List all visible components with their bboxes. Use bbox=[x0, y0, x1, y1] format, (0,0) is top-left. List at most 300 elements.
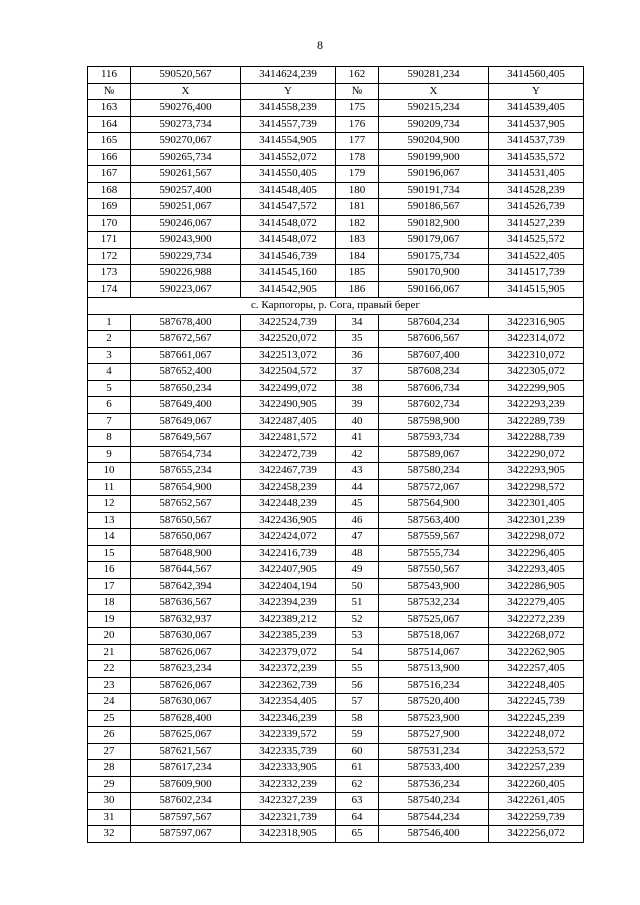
table-cell: 590182,900 bbox=[379, 215, 489, 232]
table-cell: 590276,400 bbox=[131, 100, 241, 117]
table-cell: 3422404,194 bbox=[241, 578, 336, 595]
table-cell: 3422448,239 bbox=[241, 496, 336, 513]
table-cell: 61 bbox=[336, 760, 379, 777]
section-title-row bbox=[88, 298, 584, 315]
table-cell: 3414558,239 bbox=[241, 100, 336, 117]
table-cell: 590261,567 bbox=[131, 166, 241, 183]
table-row bbox=[88, 215, 584, 232]
table-cell: 587559,567 bbox=[379, 529, 489, 546]
table-cell: 3422524,739 bbox=[241, 314, 336, 331]
table-cell: 3414531,405 bbox=[489, 166, 584, 183]
table-row bbox=[88, 232, 584, 249]
table-row bbox=[88, 248, 584, 265]
table-cell: 3422298,072 bbox=[489, 529, 584, 546]
table-cell: 3414527,239 bbox=[489, 215, 584, 232]
table-row bbox=[88, 133, 584, 150]
table-cell: 3422290,072 bbox=[489, 446, 584, 463]
table-cell: 587514,067 bbox=[379, 644, 489, 661]
table-cell: 587626,067 bbox=[131, 644, 241, 661]
table-row bbox=[88, 793, 584, 810]
table-cell: 587564,900 bbox=[379, 496, 489, 513]
table-cell: 40 bbox=[336, 413, 379, 430]
table-cell: 172 bbox=[88, 248, 131, 265]
table-cell: 587650,567 bbox=[131, 512, 241, 529]
table-cell: 590199,900 bbox=[379, 149, 489, 166]
table-row bbox=[88, 496, 584, 513]
table-cell: 5 bbox=[88, 380, 131, 397]
table-cell: 587626,067 bbox=[131, 677, 241, 694]
table-cell: 55 bbox=[336, 661, 379, 678]
table-cell: 16 bbox=[88, 562, 131, 579]
table-cell: 44 bbox=[336, 479, 379, 496]
table-cell: 36 bbox=[336, 347, 379, 364]
table-cell: 587602,234 bbox=[131, 793, 241, 810]
table-cell: 587649,067 bbox=[131, 413, 241, 430]
table-cell: 590186,567 bbox=[379, 199, 489, 216]
table-cell: 43 bbox=[336, 463, 379, 480]
table-row bbox=[88, 595, 584, 612]
table-cell: 170 bbox=[88, 215, 131, 232]
table-cell: 3422490,905 bbox=[241, 397, 336, 414]
table-cell: 7 bbox=[88, 413, 131, 430]
table-cell: 587513,900 bbox=[379, 661, 489, 678]
table-cell: 587617,234 bbox=[131, 760, 241, 777]
table-cell: 590229,734 bbox=[131, 248, 241, 265]
table-row bbox=[88, 364, 584, 381]
table-cell: 6 bbox=[88, 397, 131, 414]
table-cell: 587632,937 bbox=[131, 611, 241, 628]
table-cell: 3422407,905 bbox=[241, 562, 336, 579]
table-row bbox=[88, 512, 584, 529]
table-row bbox=[88, 826, 584, 843]
table-cell: 3422467,739 bbox=[241, 463, 336, 480]
table-cell: 47 bbox=[336, 529, 379, 546]
table-cell: 587649,567 bbox=[131, 430, 241, 447]
table-cell: 587532,234 bbox=[379, 595, 489, 612]
table-cell: 587608,234 bbox=[379, 364, 489, 381]
table-cell: 587540,234 bbox=[379, 793, 489, 810]
table-cell: 3414624,239 bbox=[241, 67, 336, 84]
table-cell: 590520,567 bbox=[131, 67, 241, 84]
header-cell-x-right: X bbox=[379, 83, 489, 100]
table-row bbox=[88, 166, 584, 183]
table-cell: 590170,900 bbox=[379, 265, 489, 282]
table-cell: 3422279,405 bbox=[489, 595, 584, 612]
table-cell: 587650,067 bbox=[131, 529, 241, 546]
table-cell: 587523,900 bbox=[379, 710, 489, 727]
table-row bbox=[88, 809, 584, 826]
table-cell: 587648,900 bbox=[131, 545, 241, 562]
table-cell: 169 bbox=[88, 199, 131, 216]
table-cell: 3422272,239 bbox=[489, 611, 584, 628]
table-cell: 39 bbox=[336, 397, 379, 414]
table-cell: 3422248,405 bbox=[489, 677, 584, 694]
table-cell: 25 bbox=[88, 710, 131, 727]
table-cell: 587630,067 bbox=[131, 628, 241, 645]
table-cell: 57 bbox=[336, 694, 379, 711]
table-cell: 34 bbox=[336, 314, 379, 331]
table-cell: 15 bbox=[88, 545, 131, 562]
table-cell: 3422333,905 bbox=[241, 760, 336, 777]
table-cell: 3422310,072 bbox=[489, 347, 584, 364]
table-cell: 587555,734 bbox=[379, 545, 489, 562]
table-cell: 587598,900 bbox=[379, 413, 489, 430]
table-cell: 3414548,405 bbox=[241, 182, 336, 199]
table-row bbox=[88, 694, 584, 711]
table-cell: 56 bbox=[336, 677, 379, 694]
table-cell: 3422504,572 bbox=[241, 364, 336, 381]
table-cell: 587597,567 bbox=[131, 809, 241, 826]
coordinates-table bbox=[87, 66, 584, 843]
table-cell: 3422286,905 bbox=[489, 578, 584, 595]
table-cell: 3414550,405 bbox=[241, 166, 336, 183]
table-cell: 1 bbox=[88, 314, 131, 331]
table-cell: 587518,067 bbox=[379, 628, 489, 645]
table-cell: 3414545,160 bbox=[241, 265, 336, 282]
table-cell: 590179,067 bbox=[379, 232, 489, 249]
table-cell: 3422288,739 bbox=[489, 430, 584, 447]
table-cell: 52 bbox=[336, 611, 379, 628]
table-row bbox=[88, 314, 584, 331]
table-cell: 3422298,572 bbox=[489, 479, 584, 496]
table-cell: 3422346,239 bbox=[241, 710, 336, 727]
table-cell: 51 bbox=[336, 595, 379, 612]
table-cell: 3414522,405 bbox=[489, 248, 584, 265]
table-cell: 3422424,072 bbox=[241, 529, 336, 546]
table-cell: 3422394,239 bbox=[241, 595, 336, 612]
table-cell: 37 bbox=[336, 364, 379, 381]
table-cell: 587642,394 bbox=[131, 578, 241, 595]
table-cell: 590246,067 bbox=[131, 215, 241, 232]
table-cell: 53 bbox=[336, 628, 379, 645]
table-cell: 3414537,905 bbox=[489, 116, 584, 133]
table-cell: 174 bbox=[88, 281, 131, 298]
table-row bbox=[88, 611, 584, 628]
table-cell: 186 bbox=[336, 281, 379, 298]
table-cell: 3422253,572 bbox=[489, 743, 584, 760]
table-cell: 3414537,739 bbox=[489, 133, 584, 150]
table-row bbox=[88, 661, 584, 678]
table-cell: 179 bbox=[336, 166, 379, 183]
table-cell: 587672,567 bbox=[131, 331, 241, 348]
table-cell: 3414526,739 bbox=[489, 199, 584, 216]
table-cell: 3422372,239 bbox=[241, 661, 336, 678]
table-cell: 3422481,572 bbox=[241, 430, 336, 447]
table-cell: 3422316,905 bbox=[489, 314, 584, 331]
table-row bbox=[88, 479, 584, 496]
coordinates-table-body bbox=[88, 67, 584, 843]
table-cell: 49 bbox=[336, 562, 379, 579]
table-cell: 587644,567 bbox=[131, 562, 241, 579]
table-cell: 587625,067 bbox=[131, 727, 241, 744]
table-row bbox=[88, 644, 584, 661]
table-cell: 48 bbox=[336, 545, 379, 562]
table-cell: 3422379,072 bbox=[241, 644, 336, 661]
table-cell: 27 bbox=[88, 743, 131, 760]
table-row bbox=[88, 116, 584, 133]
table-cell: 10 bbox=[88, 463, 131, 480]
table-cell: 24 bbox=[88, 694, 131, 711]
table-cell: 3422259,739 bbox=[489, 809, 584, 826]
table-cell: 3422362,739 bbox=[241, 677, 336, 694]
table-cell: 9 bbox=[88, 446, 131, 463]
table-cell: 587531,234 bbox=[379, 743, 489, 760]
table-cell: 590270,067 bbox=[131, 133, 241, 150]
table-cell: 590257,400 bbox=[131, 182, 241, 199]
table-row bbox=[88, 413, 584, 430]
table-row bbox=[88, 545, 584, 562]
table-cell: 590204,900 bbox=[379, 133, 489, 150]
table-cell: 20 bbox=[88, 628, 131, 645]
table-cell: 3422472,739 bbox=[241, 446, 336, 463]
table-row bbox=[88, 331, 584, 348]
table-cell: 587533,400 bbox=[379, 760, 489, 777]
table-cell: 177 bbox=[336, 133, 379, 150]
table-cell: 590223,067 bbox=[131, 281, 241, 298]
table-row bbox=[88, 397, 584, 414]
table-cell: 22 bbox=[88, 661, 131, 678]
table-cell: 62 bbox=[336, 776, 379, 793]
table-row bbox=[88, 446, 584, 463]
table-cell: 587572,067 bbox=[379, 479, 489, 496]
table-cell: 590196,067 bbox=[379, 166, 489, 183]
table-cell: 3422487,405 bbox=[241, 413, 336, 430]
table-cell: 64 bbox=[336, 809, 379, 826]
table-cell: 173 bbox=[88, 265, 131, 282]
table-cell: 590215,234 bbox=[379, 100, 489, 117]
table-row bbox=[88, 347, 584, 364]
table-cell: 29 bbox=[88, 776, 131, 793]
table-cell: 3422416,739 bbox=[241, 545, 336, 562]
table-row bbox=[88, 578, 584, 595]
table-cell: 19 bbox=[88, 611, 131, 628]
header-cell-y-left: Y bbox=[241, 83, 336, 100]
table-cell: 3414525,572 bbox=[489, 232, 584, 249]
table-cell: 587525,067 bbox=[379, 611, 489, 628]
table-row bbox=[88, 430, 584, 447]
table-cell: 3422385,239 bbox=[241, 628, 336, 645]
table-cell: 590191,734 bbox=[379, 182, 489, 199]
table-cell: 3422332,239 bbox=[241, 776, 336, 793]
table-cell: 3422305,072 bbox=[489, 364, 584, 381]
table-cell: 587546,400 bbox=[379, 826, 489, 843]
table-cell: 587563,400 bbox=[379, 512, 489, 529]
table-row bbox=[88, 199, 584, 216]
table-cell: 3422268,072 bbox=[489, 628, 584, 645]
table-cell: 587580,234 bbox=[379, 463, 489, 480]
table-cell: 50 bbox=[336, 578, 379, 595]
table-cell: 590243,900 bbox=[131, 232, 241, 249]
table-cell: 587606,567 bbox=[379, 331, 489, 348]
table-cell: 3422436,905 bbox=[241, 512, 336, 529]
table-cell: 587652,400 bbox=[131, 364, 241, 381]
table-cell: 4 bbox=[88, 364, 131, 381]
table-cell: 184 bbox=[336, 248, 379, 265]
table-cell: 590251,067 bbox=[131, 199, 241, 216]
table-cell: 587516,234 bbox=[379, 677, 489, 694]
table-cell: 3422458,239 bbox=[241, 479, 336, 496]
table-cell: 35 bbox=[336, 331, 379, 348]
table-cell: 3422293,405 bbox=[489, 562, 584, 579]
table-cell: 2 bbox=[88, 331, 131, 348]
table-cell: 587623,234 bbox=[131, 661, 241, 678]
table-row bbox=[88, 562, 584, 579]
table-cell: 3422301,405 bbox=[489, 496, 584, 513]
table-cell: 31 bbox=[88, 809, 131, 826]
table-cell: 587536,234 bbox=[379, 776, 489, 793]
table-cell: 163 bbox=[88, 100, 131, 117]
page-number: 8 bbox=[317, 38, 323, 52]
table-cell: 587652,567 bbox=[131, 496, 241, 513]
table-cell: 23 bbox=[88, 677, 131, 694]
table-cell: 32 bbox=[88, 826, 131, 843]
table-cell: 164 bbox=[88, 116, 131, 133]
table-cell: 180 bbox=[336, 182, 379, 199]
table-cell: 3422339,572 bbox=[241, 727, 336, 744]
table-cell: 30 bbox=[88, 793, 131, 810]
table-cell: 3422499,072 bbox=[241, 380, 336, 397]
table-cell: 176 bbox=[336, 116, 379, 133]
table-cell: 3422301,239 bbox=[489, 512, 584, 529]
table-row bbox=[88, 463, 584, 480]
table-cell: 590209,734 bbox=[379, 116, 489, 133]
table-cell: 3422314,072 bbox=[489, 331, 584, 348]
table-cell: 38 bbox=[336, 380, 379, 397]
table-cell: 3422299,905 bbox=[489, 380, 584, 397]
table-cell: 590265,734 bbox=[131, 149, 241, 166]
table-row bbox=[88, 380, 584, 397]
table-cell: 46 bbox=[336, 512, 379, 529]
table-cell: 587649,400 bbox=[131, 397, 241, 414]
table-cell: 171 bbox=[88, 232, 131, 249]
table-cell: 587630,067 bbox=[131, 694, 241, 711]
table-cell: 587654,734 bbox=[131, 446, 241, 463]
table-row bbox=[88, 743, 584, 760]
table-cell: 42 bbox=[336, 446, 379, 463]
table-cell: 28 bbox=[88, 760, 131, 777]
table-cell: 3422257,239 bbox=[489, 760, 584, 777]
table-cell: 181 bbox=[336, 199, 379, 216]
table-cell: 45 bbox=[336, 496, 379, 513]
table-cell: 587621,567 bbox=[131, 743, 241, 760]
table-cell: 3422256,072 bbox=[489, 826, 584, 843]
table-row bbox=[88, 529, 584, 546]
table-cell: 3422248,072 bbox=[489, 727, 584, 744]
table-cell: 3414539,405 bbox=[489, 100, 584, 117]
table-row bbox=[88, 776, 584, 793]
table-cell: 587602,734 bbox=[379, 397, 489, 414]
table-cell: 3422260,405 bbox=[489, 776, 584, 793]
table-row bbox=[88, 265, 584, 282]
table-row bbox=[88, 677, 584, 694]
table-cell: 178 bbox=[336, 149, 379, 166]
table-cell: 3414542,905 bbox=[241, 281, 336, 298]
table-cell: 587661,067 bbox=[131, 347, 241, 364]
table-cell: 165 bbox=[88, 133, 131, 150]
table-cell: 58 bbox=[336, 710, 379, 727]
table-cell: 3422354,405 bbox=[241, 694, 336, 711]
table-cell: 590175,734 bbox=[379, 248, 489, 265]
table-cell: 590281,234 bbox=[379, 67, 489, 84]
table-cell: 3422513,072 bbox=[241, 347, 336, 364]
section-title: с. Карпогоры, р. Сога, правый берег bbox=[88, 298, 584, 315]
table-cell: 3414560,405 bbox=[489, 67, 584, 84]
table-cell: 587678,400 bbox=[131, 314, 241, 331]
table-cell: 3414546,739 bbox=[241, 248, 336, 265]
table-cell: 26 bbox=[88, 727, 131, 744]
table-cell: 175 bbox=[336, 100, 379, 117]
table-cell: 587543,900 bbox=[379, 578, 489, 595]
table-cell: 3414535,572 bbox=[489, 149, 584, 166]
table-cell: 3414548,072 bbox=[241, 232, 336, 249]
table-cell: 3422296,405 bbox=[489, 545, 584, 562]
table-cell: 587550,567 bbox=[379, 562, 489, 579]
table-cell: 3414517,739 bbox=[489, 265, 584, 282]
table-cell: 587527,900 bbox=[379, 727, 489, 744]
table-cell: 182 bbox=[336, 215, 379, 232]
table-cell: 587589,067 bbox=[379, 446, 489, 463]
table-row-continuation bbox=[88, 67, 584, 84]
table-cell: 3422318,905 bbox=[241, 826, 336, 843]
table-cell: 3422289,739 bbox=[489, 413, 584, 430]
table-row bbox=[88, 100, 584, 117]
table-cell: 166 bbox=[88, 149, 131, 166]
table-cell: 587604,234 bbox=[379, 314, 489, 331]
table-cell: 185 bbox=[336, 265, 379, 282]
table-cell: 587636,567 bbox=[131, 595, 241, 612]
header-cell-y-right: Y bbox=[489, 83, 584, 100]
table-row bbox=[88, 760, 584, 777]
table-cell: 3422257,405 bbox=[489, 661, 584, 678]
table-cell: 59 bbox=[336, 727, 379, 744]
table-cell: 590166,067 bbox=[379, 281, 489, 298]
table-cell: 587544,234 bbox=[379, 809, 489, 826]
table-cell: 3414515,905 bbox=[489, 281, 584, 298]
table-header-row bbox=[88, 83, 584, 100]
table-cell: 65 bbox=[336, 826, 379, 843]
table-cell: 8 bbox=[88, 430, 131, 447]
table-cell: 116 bbox=[88, 67, 131, 84]
table-cell: 587650,234 bbox=[131, 380, 241, 397]
table-cell: 3422389,212 bbox=[241, 611, 336, 628]
table-cell: 587597,067 bbox=[131, 826, 241, 843]
table-cell: 3414547,572 bbox=[241, 199, 336, 216]
table-cell: 587609,900 bbox=[131, 776, 241, 793]
table-cell: 3422293,239 bbox=[489, 397, 584, 414]
table-cell: 11 bbox=[88, 479, 131, 496]
table-cell: 54 bbox=[336, 644, 379, 661]
header-cell-number-left: № bbox=[88, 83, 131, 100]
table-cell: 63 bbox=[336, 793, 379, 810]
header-cell-number-right: № bbox=[336, 83, 379, 100]
table-cell: 3422335,739 bbox=[241, 743, 336, 760]
table-cell: 168 bbox=[88, 182, 131, 199]
table-cell: 3422293,905 bbox=[489, 463, 584, 480]
table-cell: 3414554,905 bbox=[241, 133, 336, 150]
table-row bbox=[88, 182, 584, 199]
table-cell: 60 bbox=[336, 743, 379, 760]
table-cell: 3422261,405 bbox=[489, 793, 584, 810]
table-cell: 3422520,072 bbox=[241, 331, 336, 348]
table-cell: 3 bbox=[88, 347, 131, 364]
table-cell: 3414548,072 bbox=[241, 215, 336, 232]
table-cell: 3422245,239 bbox=[489, 710, 584, 727]
table-cell: 587520,400 bbox=[379, 694, 489, 711]
table-cell: 587593,734 bbox=[379, 430, 489, 447]
table-row bbox=[88, 727, 584, 744]
table-cell: 3414557,739 bbox=[241, 116, 336, 133]
table-row bbox=[88, 281, 584, 298]
